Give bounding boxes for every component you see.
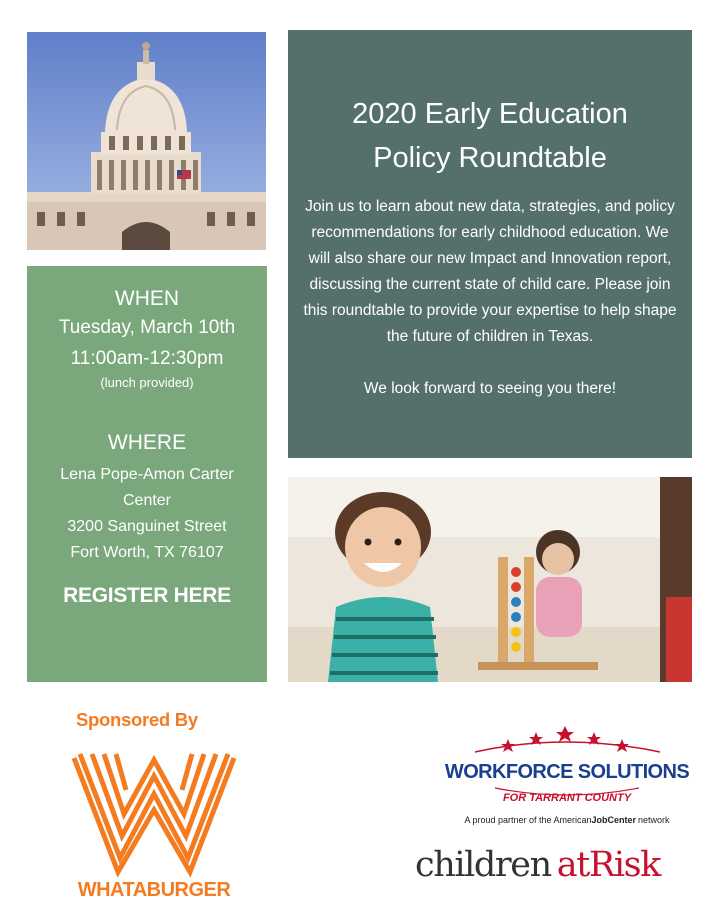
where-heading: WHERE [107,431,187,454]
workforce-tagline-part-1: A proud partner of the American [464,815,592,825]
event-time: 11:00am-12:30pm [70,348,224,369]
workforce-tagline-part-2: JobCenter [591,815,637,825]
city-address: Fort Worth, TX 76107 [70,544,224,561]
workforce-subtitle: FOR TARRANT COUNTY [502,792,632,804]
capitol-photo [27,32,266,250]
event-title-line-2: Policy Roundtable [373,142,607,174]
description-panel [288,30,692,458]
workforce-name: WORKFORCE SOLUTIONS [444,761,690,783]
register-link[interactable]: REGISTER HERE [63,584,231,607]
children-at-risk-wordmark [415,845,700,885]
children-at-risk-logo [415,845,700,895]
when-heading: WHEN [114,287,180,310]
closing-line: We look forward to seeing you there! [363,380,617,397]
event-title-line-1: 2020 Early Education [352,98,628,130]
event-description: Join us to learn about new data, strategies, and policy recommendations for early childhood education. We will also share our new Impact and Innovation report, discussing the current state of child care. Please join this roundtable to provide your expertise to help shape the future of children in Texas. [303,198,677,345]
venue-line-1: Lena Pope-Amon Carter [60,466,234,483]
event-title [288,92,692,180]
event-date: Tuesday, March 10th [58,317,236,338]
whataburger-logo [72,748,237,906]
event-details-panel [27,266,267,682]
at-word: at [556,845,589,885]
risk-word: Risk [588,845,660,885]
sponsored-by-label: Sponsored By [76,709,198,730]
lunch-note: (lunch provided) [100,375,194,390]
workforce-solutions-logo [435,722,700,832]
children-classroom-photo [288,477,692,682]
workforce-tagline [464,815,670,825]
street-address: 3200 Sanguinet Street [67,518,227,535]
workforce-tagline-part-3: network [638,815,670,825]
whataburger-wordmark: WHATABURGER [77,879,231,901]
children-word: children [415,845,551,885]
venue-line-2: Center [122,492,172,509]
